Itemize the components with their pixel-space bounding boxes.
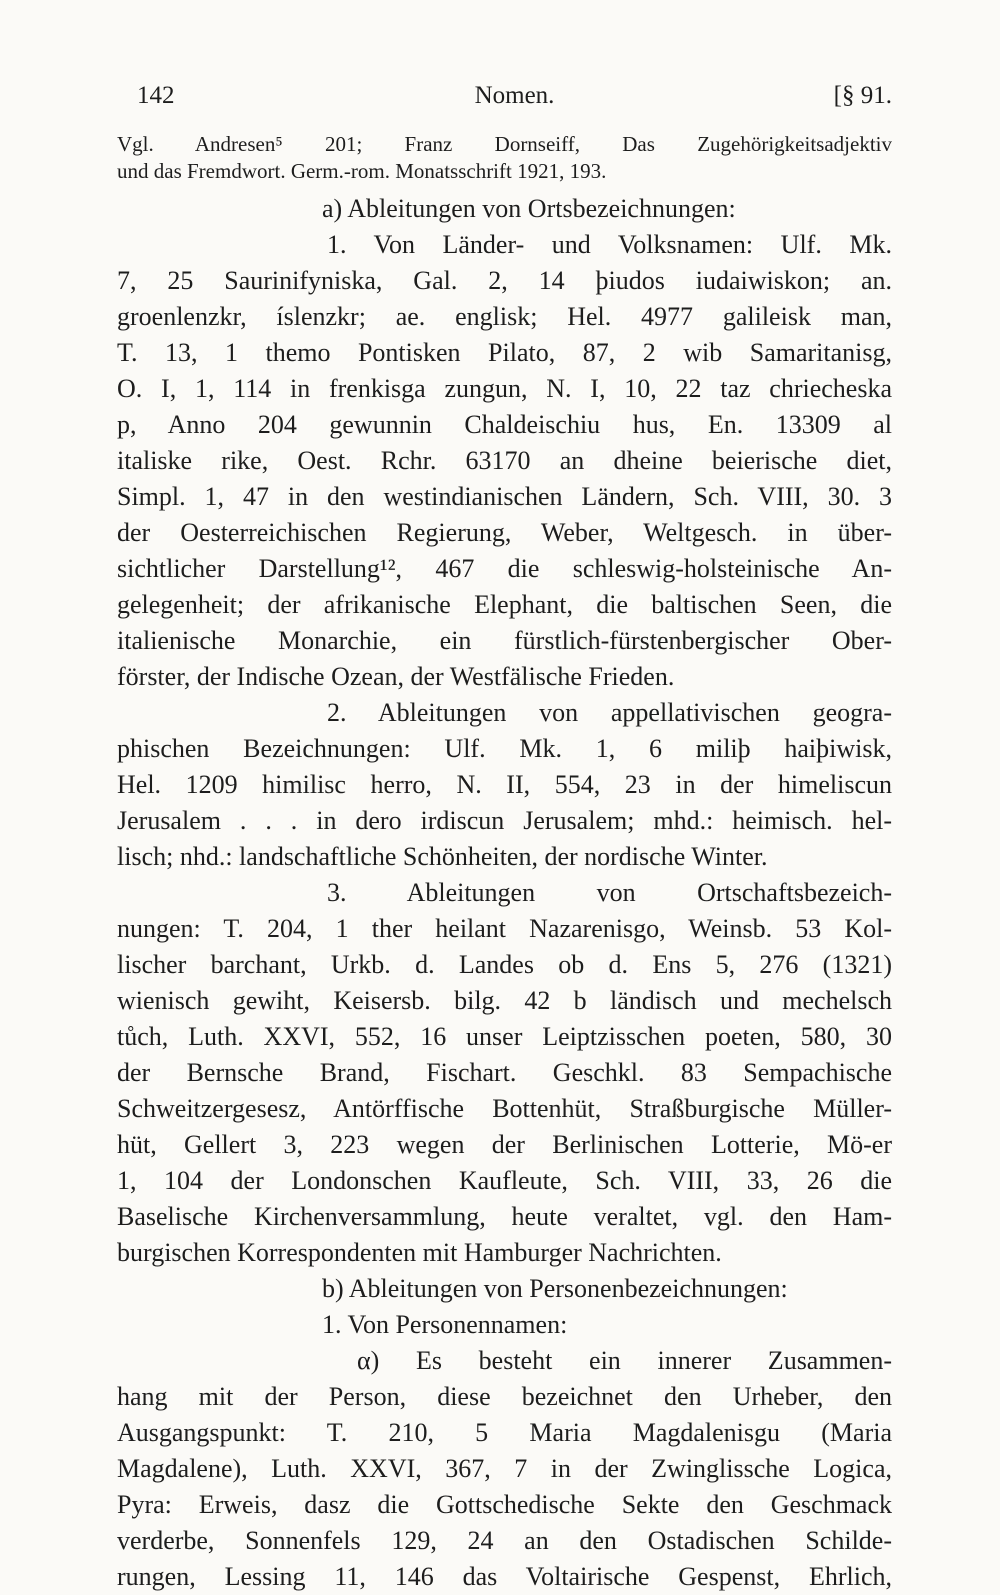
text-line: T. 13, 1 themo Pontisken Pilato, 87, 2 wib Samaritanisg, bbox=[117, 338, 892, 367]
text-line: burgischen Korrespondenten mit Hamburger Nachrichten. bbox=[117, 1238, 722, 1267]
section-marker: [§ 91. bbox=[833, 82, 892, 109]
text-line: lisch; nhd.: landschaftliche Schönheiten, der nordische Winter. bbox=[117, 842, 768, 871]
subheading: 1. Von Personennamen: bbox=[322, 1310, 568, 1339]
text-line: Magdalene), Luth. XXVI, 367, 7 in der Zwinglissche Logica, bbox=[117, 1454, 892, 1483]
text-line: rungen, Lessing 11, 146 das Voltairische Gespenst, Ehrlich, bbox=[117, 1562, 892, 1591]
text-line: Hel. 1209 himilisc herro, N. II, 554, 23 in der himeliscun bbox=[117, 770, 892, 799]
citation-line: und das Fremdwort. Germ.-rom. Monatsschrift 1921, 193. bbox=[117, 159, 607, 183]
text-line: hang mit der Person, diese bezeichnet den Urheber, den bbox=[117, 1382, 892, 1411]
text-line: tůch, Luth. XXVI, 552, 16 unser Leiptzisschen poeten, 580, 30 bbox=[117, 1022, 892, 1051]
text-line: Pyra: Erweis, dasz die Gottschedische Sekte den Geschmack bbox=[117, 1490, 892, 1519]
text-line: Jerusalem . . . in dero irdiscun Jerusalem; mhd.: heimisch. hel- bbox=[117, 806, 892, 835]
body-text bbox=[117, 131, 892, 1595]
text-line: Simpl. 1, 47 in den westindianischen Ländern, Sch. VIII, 30. 3 bbox=[117, 482, 892, 511]
citation-line: Vgl. Andresen⁵ 201; Franz Dornseiff, Das Zugehörigkeitsadjektiv bbox=[117, 132, 892, 156]
subheading: a) Ableitungen von Ortsbezeichnungen: bbox=[322, 194, 736, 223]
text-line: Baselische Kirchenversammlung, heute veraltet, vgl. den Ham- bbox=[117, 1202, 892, 1231]
text-line: Schweitzergesesz, Antörffische Bottenhüt, Straßburgische Müller- bbox=[117, 1094, 892, 1123]
running-head: Nomen. bbox=[474, 82, 555, 109]
text-line: italienische Monarchie, ein fürstlich-fürstenbergischer Ober- bbox=[117, 626, 892, 655]
text-line: 3. Ableitungen von Ortschaftsbezeich- bbox=[327, 878, 892, 907]
text-line: förster, der Indische Ozean, der Westfälische Frieden. bbox=[117, 662, 675, 691]
text-line: nungen: T. 204, 1 ther heilant Nazarenisgo, Weinsb. 53 Kol- bbox=[117, 914, 892, 943]
text-line: 2. Ableitungen von appellativischen geogra- bbox=[327, 698, 892, 727]
page-header bbox=[137, 82, 892, 112]
text-line: lischer barchant, Urkb. d. Landes ob d. Ens 5, 276 (1321) bbox=[117, 950, 892, 979]
page-number: 142 bbox=[137, 82, 175, 109]
text-line: hüt, Gellert 3, 223 wegen der Berlinischen Lotterie, Mö-er bbox=[117, 1130, 892, 1159]
text-line: der Oesterreichischen Regierung, Weber, Weltgesch. in über- bbox=[117, 518, 892, 547]
text-line: italiske rike, Oest. Rchr. 63170 an dheine beierische diet, bbox=[117, 446, 892, 475]
text-line: Ausgangspunkt: T. 210, 5 Maria Magdalenisgu (Maria bbox=[117, 1418, 892, 1447]
text-line: wienisch gewiht, Keisersb. bilg. 42 b ländisch und mechelsch bbox=[117, 986, 892, 1015]
text-line: der Bernsche Brand, Fischart. Geschkl. 83 Sempachische bbox=[117, 1058, 892, 1087]
text-line: p, Anno 204 gewunnin Chaldeischiu hus, En. 13309 al bbox=[117, 410, 892, 439]
text-line: 7, 25 Saurinifyniska, Gal. 2, 14 þiudos iudaiwiskon; an. bbox=[117, 266, 892, 295]
text-line: O. I, 1, 114 in frenkisga zungun, N. I, 10, 22 taz chriecheska bbox=[117, 374, 892, 403]
text-line: 1. Von Länder- und Volksnamen: Ulf. Mk. bbox=[327, 230, 892, 259]
text-line: 1, 104 der Londonschen Kaufleute, Sch. VIII, 33, 26 die bbox=[117, 1166, 892, 1195]
subheading: b) Ableitungen von Personenbezeichnungen: bbox=[322, 1274, 788, 1303]
text-line: sichtlicher Darstellung¹², 467 die schleswig-holsteinische An- bbox=[117, 554, 892, 583]
text-line: α) Es besteht ein innerer Zusammen- bbox=[357, 1346, 892, 1375]
text-line: gelegenheit; der afrikanische Elephant, die baltischen Seen, die bbox=[117, 590, 892, 619]
text-line: groenlenzkr, íslenzkr; ae. englisk; Hel. 4977 galileisk man, bbox=[117, 302, 892, 331]
text-line: verderbe, Sonnenfels 129, 24 an den Ostadischen Schilde- bbox=[117, 1526, 892, 1555]
text-line: phischen Bezeichnungen: Ulf. Mk. 1, 6 miliþ haiþiwisk, bbox=[117, 734, 892, 763]
